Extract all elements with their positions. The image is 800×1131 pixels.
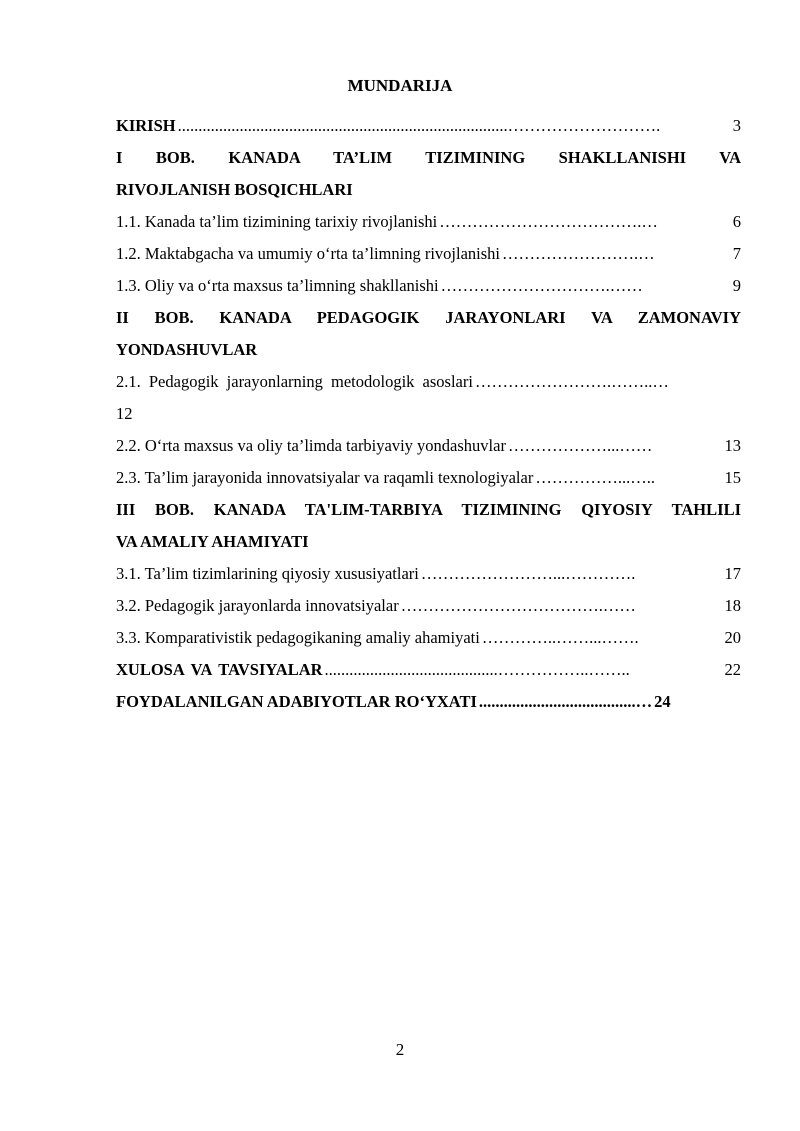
toc-entry-label: RIVOJLANISH BOSQICHLARI (116, 180, 353, 199)
toc-page-number: 9 (732, 276, 741, 295)
toc-leader-dots: ………………………….…… (440, 276, 643, 295)
toc-page-number: 13 (724, 436, 741, 455)
toc-leader-dots: …………..……...……. (481, 628, 639, 647)
toc-entry-label: 3.3. Komparativistik pedagogikaning amaliy ahamiyati (116, 628, 480, 647)
toc-entry-kirish[interactable] (116, 110, 741, 142)
toc-page-number: 22 (724, 660, 741, 679)
toc-leader-dots: ……………………...…………. (420, 564, 636, 583)
toc-chapter-1-line-2[interactable] (116, 174, 741, 206)
toc-entry-1-1[interactable] (116, 206, 741, 238)
toc-leader-dots: ………………...…… (507, 436, 653, 455)
toc-entry-label: FOYDALANILGAN ADABIYOTLAR RO‘YXATI (116, 692, 477, 711)
toc-page-number: 3 (732, 116, 741, 135)
toc-entry-label: KIRISH (116, 116, 176, 135)
toc-entry-2-2[interactable] (116, 430, 741, 462)
toc-entry-label: 3.2. Pedagogik jarayonlarda innovatsiyalar (116, 596, 399, 615)
toc-entry-3-2[interactable] (116, 590, 741, 622)
page-number: 2 (395, 1040, 405, 1059)
toc-leader-dots: ................................................................................………………………. (177, 116, 661, 135)
toc-entry-adabiyotlar[interactable] (116, 686, 741, 718)
toc-page-number: 20 (724, 628, 741, 647)
toc-leader-dots: ……………………………….…… (400, 596, 636, 615)
toc-entry-label: VA AMALIY AHAMIYATI (116, 532, 309, 551)
toc-entry-3-3[interactable] (116, 622, 741, 654)
toc-leader-dots: …………………….……..… (474, 372, 669, 391)
toc-entry-label: YONDASHUVLAR (116, 340, 258, 359)
toc-leader-dots: ......................................… (478, 692, 653, 711)
toc-entry-label: 2.3. Ta’lim jarayonida innovatsiyalar va raqamli texnologiyalar (116, 468, 534, 487)
toc-page-number: 18 (724, 596, 741, 615)
toc-page-number: 17 (724, 564, 741, 583)
toc-entry-label: 1.3. Oliy va o‘rta maxsus ta’limning shakllanishi (116, 276, 439, 295)
toc-entry-xulosa[interactable] (116, 654, 741, 686)
toc-entry-label: 1.1. Kanada ta’lim tizimining tarixiy rivojlanishi (116, 212, 438, 231)
toc-chapter-3-line-2[interactable] (116, 526, 741, 558)
toc-entry-3-1[interactable] (116, 558, 741, 590)
toc-chapter-3-line-1[interactable]: III BOB. KANADA TA'LIM-TARBIYA TIZIMINING QIYOSIY TAHLILI (116, 500, 741, 519)
toc-entry-label: 3.1. Ta’lim tizimlarining qiyosiy xususiyatlari (116, 564, 419, 583)
toc-entry-label: 1.2. Maktabgacha va umumiy o‘rta ta’limning rivojlanishi (116, 244, 500, 263)
page-title: MUNDARIJA (347, 76, 453, 95)
toc-chapter-1-line-1[interactable]: I BOB. KANADA TA’LIM TIZIMINING SHAKLLANISHI VA (116, 148, 741, 167)
toc-page-number: 6 (732, 212, 741, 231)
toc-entry-2-3[interactable] (116, 462, 741, 494)
toc-entry-label: 2.1. Pedagogik jarayonlarning metodologik asoslari (116, 372, 473, 391)
toc-chapter-2-line-2[interactable] (116, 334, 741, 366)
toc-chapter-2-line-1[interactable]: II BOB. KANADA PEDAGOGIK JARAYONLARI VA ZAMONAVIY (116, 308, 741, 327)
toc-page-number: 15 (724, 468, 741, 487)
toc-entry-1-3[interactable] (116, 270, 741, 302)
toc-entry-label: 2.2. O‘rta maxsus va oliy ta’limda tarbiyaviy yondashuvlar (116, 436, 506, 455)
toc-leader-dots: ……………………………….… (439, 212, 658, 231)
table-of-contents (116, 110, 741, 718)
toc-page-number: 24 (654, 692, 671, 711)
toc-leader-dots: ..........................................……………..…….. (324, 660, 630, 679)
toc-entry-2-1[interactable] (116, 366, 741, 398)
toc-leader-dots: ……………...….. (535, 468, 655, 487)
toc-page-number-wrapped: 12 (116, 404, 133, 423)
toc-entry-1-2[interactable] (116, 238, 741, 270)
toc-entry-label: XULOSA VA TAVSIYALAR (116, 660, 323, 679)
toc-page-number: 7 (732, 244, 741, 263)
toc-leader-dots: …………………….… (502, 244, 655, 263)
